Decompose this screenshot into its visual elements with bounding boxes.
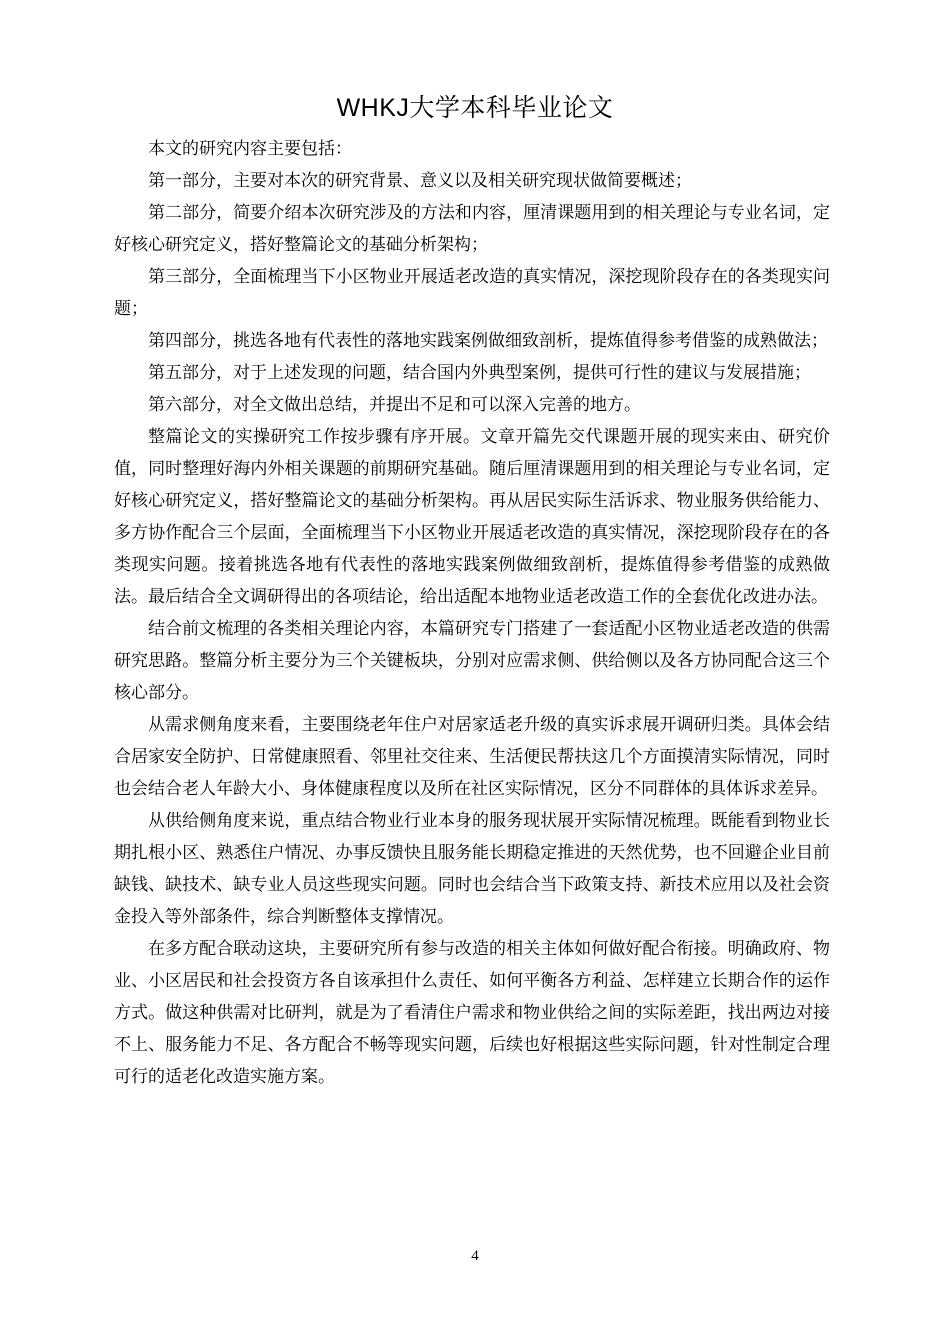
paragraph: 在多方配合联动这块，主要研究所有参与改造的相关主体如何做好配合衔接。明确政府、物业、小区居民和社会投资方各自该承担什么责任、如何平衡各方利益、怎样建立长期合作的运作方式。做这种供需对比研判，就是为了看清住户需求和物业供给之间的实际差距，找出两边对接不上、服务能力不足、各方配合不畅等现实问题，后续也好根据这些实际问题，针对性制定合理可行的适老化改造实施方案。	[114, 939, 830, 1087]
paragraph: 从需求侧角度来看，主要围绕老年住户对居家适老升级的真实诉求展开调研归类。具体会结合居家安全防护、日常健康照看、邻里社交往来、生活便民帮扶这几个方面摸清实际情况，同时也会结合老人年龄大小、身体健康程度以及所在社区实际情况，区分不同群体的具体诉求差异。	[114, 715, 830, 799]
running-header-title: WHKJ大学本科毕业论文	[336, 94, 614, 122]
paragraph: 第六部分，对全文做出总结，并提出不足和可以深入完善的地方。	[148, 395, 641, 415]
paragraph: 整篇论文的实操研究工作按步骤有序开展。文章开篇先交代课题开展的现实来由、研究价值，同时整理好海内外相关课题的前期研究基础。随后厘清课题用到的相关理论与专业名词，定好核心研究定义，搭好整篇论文的基础分析架构。再从居民实际生活诉求、物业服务供给能力、多方协作配合三个层面，全面梳理当下小区物业开展适老改造的真实情况，深挖现阶段存在的各类现实问题。接着挑选各地有代表性的落地实践案例做细致剖析，提炼值得参考借鉴的成熟做法。最后结合全文调研得出的各项结论，给出适配本地物业适老改造工作的全套优化改进办法。	[114, 427, 830, 607]
paragraph: 第四部分，挑选各地有代表性的落地实践案例做细致剖析，提炼值得参考借鉴的成熟做法；	[148, 331, 828, 351]
paragraph: 从供给侧角度来说，重点结合物业行业本身的服务现状展开实际情况梳理。既能看到物业长期扎根小区、熟悉住户情况、办事反馈快且服务能长期稳定推进的天然优势，也不回避企业目前缺钱、缺技术、缺专业人员这些现实问题。同时也会结合当下政策支持、新技术应用以及社会资金投入等外部条件，综合判断整体支撑情况。	[114, 811, 830, 927]
body-text	[114, 133, 830, 1093]
paragraph: 第五部分，对于上述发现的问题，结合国内外典型案例，提供可行性的建议与发展措施；	[148, 363, 811, 383]
paragraph: 本文的研究内容主要包括：	[148, 139, 352, 159]
paragraph: 结合前文梳理的各类相关理论内容，本篇研究专门搭建了一套适配小区物业适老改造的供需研究思路。整篇分析主要分为三个关键板块，分别对应需求侧、供给侧以及各方协同配合这三个核心部分。	[114, 619, 830, 703]
paragraph: 第一部分，主要对本次的研究背景、意义以及相关研究现状做简要概述；	[148, 171, 692, 191]
paragraph: 第三部分，全面梳理当下小区物业开展适老改造的真实情况，深挖现阶段存在的各类现实问题；	[114, 267, 830, 319]
page-number: 4	[471, 1248, 479, 1264]
paragraph: 第二部分，简要介绍本次研究涉及的方法和内容，厘清课题用到的相关理论与专业名词，定好核心研究定义，搭好整篇论文的基础分析架构；	[114, 203, 830, 255]
